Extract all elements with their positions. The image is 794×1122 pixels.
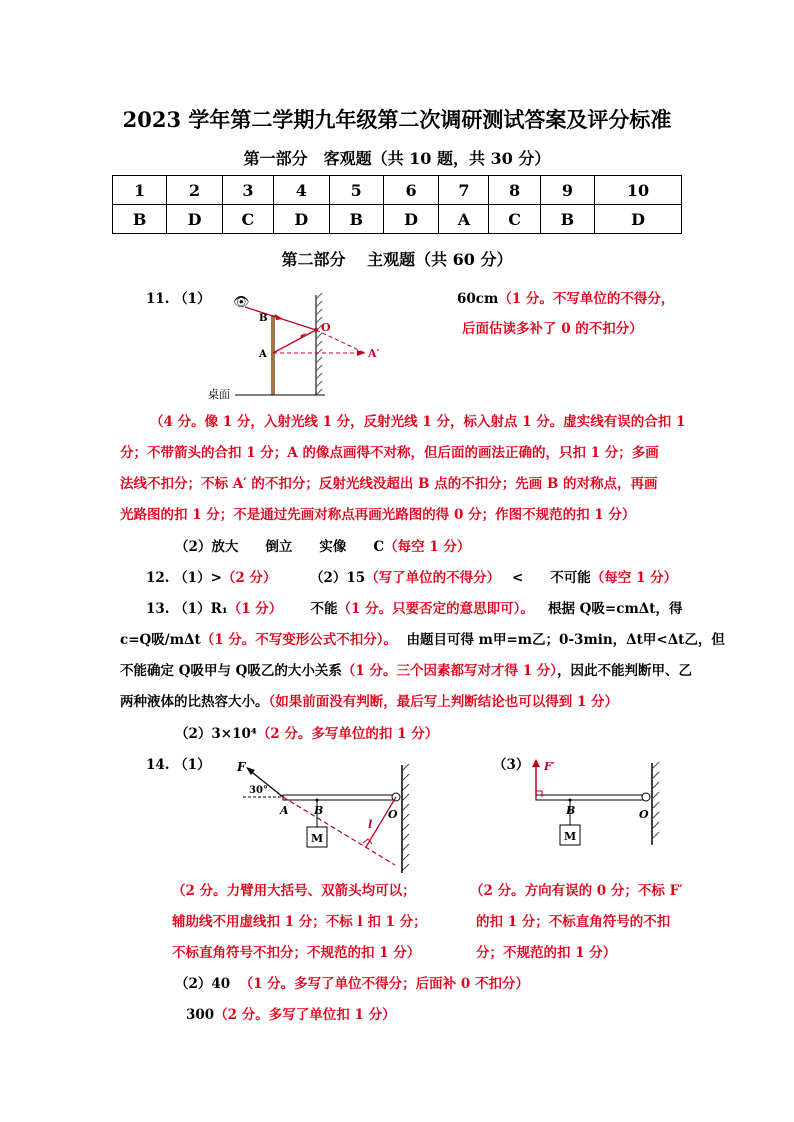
point-label-a: A: [259, 349, 267, 360]
q13-answer: 不能: [310, 601, 338, 617]
mirror-hatching: [316, 293, 322, 395]
eye-icon: 👁: [233, 295, 250, 310]
q13-note: （1 分。不写变形公式不扣分）。: [200, 632, 398, 648]
q11-grading-line: 分；不带箭头的合扣 1 分；A 的像点画得不对称，但后面的画法正确的，只扣 1 分；多画: [120, 445, 659, 461]
q14-note-3: 分；不规范的扣 1 分）: [476, 945, 617, 961]
q11-grading-line: 法线不扣分；不标 A′ 的不扣分；反射光线没超出 B 点的不扣分；先画 B 的对称点，再画: [120, 476, 658, 492]
q14-part3: 300: [186, 1007, 215, 1023]
question-number: 10: [595, 176, 682, 205]
q14-note-3: （2 分。方向有误的 0 分；不标 F′: [470, 883, 683, 899]
q11-grading-line: （4 分。像 1 分，入射光线 1 分，反射光线 1 分，标入射点 1 分。虚实线有误的合扣 1: [150, 414, 686, 430]
question-number: 7: [439, 176, 489, 205]
weight-label: M: [311, 832, 324, 845]
q14-part3-note: （2 分。多写了单位扣 1 分）: [214, 1007, 396, 1023]
force-label: F′: [544, 760, 555, 773]
lever-diagram-3: [520, 755, 670, 850]
table-row: [113, 205, 682, 234]
point-label-o: O: [639, 808, 649, 821]
pivot: [642, 793, 650, 801]
answer-cell: D: [595, 205, 682, 234]
incident-ray: [273, 330, 316, 353]
q11-label: 11. （1）: [146, 291, 211, 307]
answer-cell: B: [113, 205, 167, 234]
question-number: 2: [167, 176, 223, 205]
q13-note: （1 分）: [227, 601, 283, 617]
point-label-o: O: [388, 808, 398, 821]
q12-part1: 12. （1）>: [146, 570, 222, 586]
q14-part2: （2）40: [175, 976, 231, 992]
question-number: 8: [489, 176, 540, 205]
q13-answer: 13. （1）R₁: [146, 601, 228, 617]
lever-bar: [283, 795, 396, 800]
q12-part2-note: （写了单位的不得分）: [365, 570, 501, 586]
q14-note-1: （2 分。力臂用大括号、双箭头均可以；: [172, 883, 416, 899]
question-number: 3: [222, 176, 273, 205]
arm-label: l: [368, 818, 373, 831]
lever-bar: [536, 795, 646, 800]
q11-answer-note: （1 分。不写单位的不得分，: [498, 291, 675, 307]
answer-cell: B: [540, 205, 594, 234]
force-label: F: [237, 760, 246, 774]
answer-cell: B: [329, 205, 383, 234]
q12-part2: （2）15: [310, 570, 366, 586]
q13-note: （如果前面没有判断，最后写上判断结论也可以得到 1 分）: [268, 694, 619, 710]
part1-heading: 第一部分 客观题（共 10 题，共 30 分）: [243, 149, 551, 168]
question-number: 4: [274, 176, 330, 205]
point-label-a: A: [280, 804, 289, 817]
point-label-b: B: [314, 804, 324, 817]
q13-note: （1 分。只要否定的意思即可）。: [337, 601, 534, 617]
q14-label: 14. （1）: [146, 757, 211, 773]
angle-label: 30°: [249, 785, 268, 796]
wall-hatching: [402, 764, 409, 871]
q13-formula: 根据 Q吸=cmΔt，得: [547, 601, 683, 617]
desk-label: 桌面: [208, 388, 230, 400]
q11-answer-note-2: 后面估读多补了 0 的不扣分）: [462, 321, 643, 337]
q12-part3-note: （每空 1 分）: [590, 570, 678, 586]
point-label-b: B: [566, 804, 576, 817]
q12-part3: < 不可能: [512, 570, 591, 586]
arrow-icon: [532, 759, 540, 767]
q12-part1-note: （2 分）: [221, 570, 277, 586]
q14-note-3: 的扣 1 分；不标直角符号的不扣: [476, 914, 671, 930]
question-number: 9: [540, 176, 594, 205]
lever-diagram-1: [225, 755, 435, 875]
point-label-o: O: [321, 321, 331, 334]
answer-cell: C: [222, 205, 273, 234]
point-b: [316, 799, 319, 802]
question-number: 1: [113, 176, 167, 205]
answer-cell: D: [167, 205, 223, 234]
point-label-b: B: [259, 313, 268, 324]
q13-note: （1 分。三个因素都写对才得 1 分）: [341, 663, 558, 679]
q14-note-1: 不标直角符号不扣分；不规范的扣 1 分）: [172, 945, 421, 961]
q13-reasoning: ，因此不能判断甲、乙: [557, 663, 693, 679]
wall-hatching: [652, 762, 659, 839]
q13-reasoning: 两种液体的比热容大小。: [120, 694, 269, 710]
q14-label-3: （3）: [493, 757, 530, 773]
q13-reasoning: 不能确定 Q吸甲与 Q吸乙的大小关系: [120, 663, 342, 679]
weight-label: M: [564, 830, 577, 843]
q13-part2-note: （2 分。多写单位的扣 1 分）: [256, 726, 439, 742]
q13-part2: （2）3×10⁴: [175, 726, 257, 742]
answer-cell: A: [439, 205, 489, 234]
point-label-a-prime: A′: [368, 347, 380, 360]
question-number: 5: [329, 176, 383, 205]
answer-cell: C: [489, 205, 540, 234]
mirror-diagram: [205, 285, 405, 400]
rod: [271, 315, 275, 395]
q11-part2: （2）放大 倒立 实像 C: [175, 539, 385, 555]
q11-answer: 60cm: [457, 291, 499, 307]
point-b: [569, 799, 572, 802]
incidence-point: [314, 328, 318, 332]
extension-line: [283, 797, 395, 865]
table-row: [113, 176, 682, 205]
page-title: 2023 学年第二学期九年级第二次调研测试答案及评分标准: [122, 107, 672, 132]
answer-cell: D: [383, 205, 439, 234]
q14-note-1: 辅助线不用虚线扣 1 分；不标 l 扣 1 分；: [172, 914, 427, 930]
question-number: 6: [383, 176, 439, 205]
q11-part2-note: （每空 1 分）: [384, 539, 471, 555]
q13-formula: c=Q吸/mΔt: [120, 632, 201, 648]
q11-grading-line: 光路图的扣 1 分；不是通过先画对称点再画光路图的得 0 分；作图不规范的扣 1 分）: [120, 507, 636, 523]
answer-table: [112, 175, 682, 234]
answer-cell: D: [274, 205, 330, 234]
q14-part2-note: （1 分。多写了单位不得分；后面补 0 不扣分）: [239, 976, 529, 992]
arrow-icon: [275, 314, 283, 320]
q13-reasoning: 由题目可得 m甲=m乙；0-3min，Δt甲<Δt乙，但: [406, 632, 725, 648]
part2-heading: 第二部分 主观题（共 60 分）: [281, 250, 513, 269]
